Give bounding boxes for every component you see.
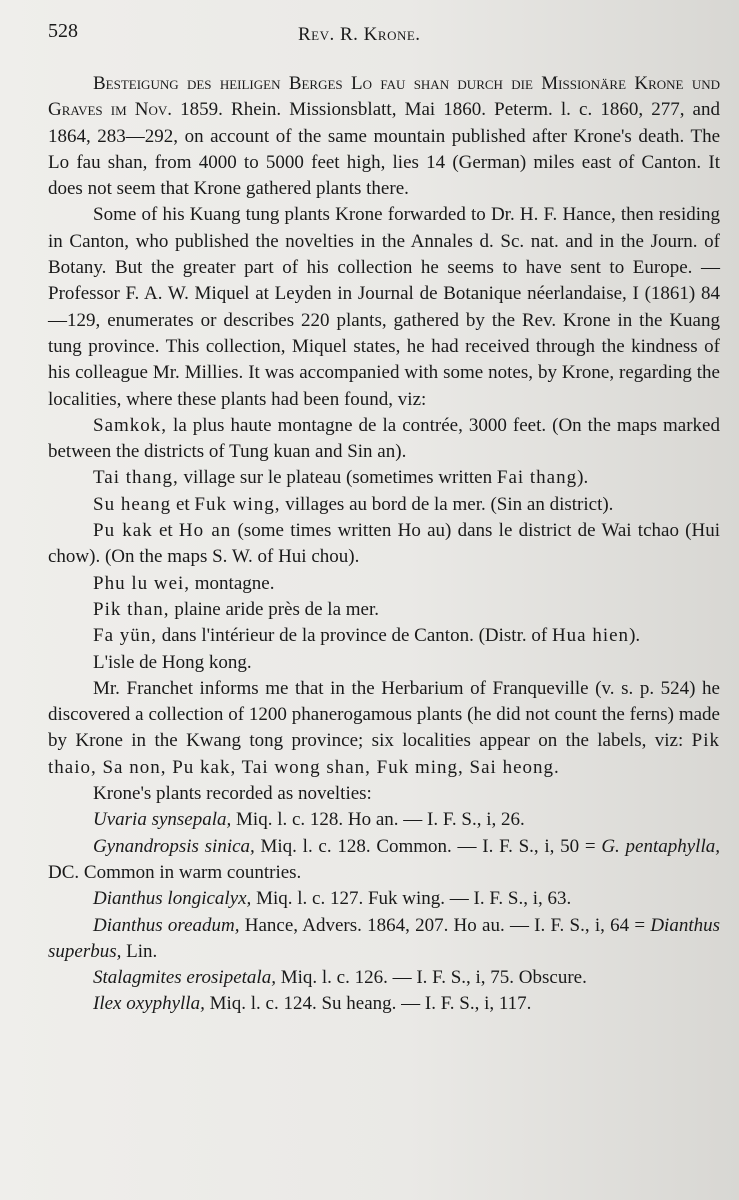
paragraph-franchet (48, 676, 720, 781)
entry-text: Miq. l. c. 128. Ho an. — I. F. S., i, 26. (231, 809, 525, 831)
locality-text: montagne. (190, 572, 275, 594)
paragraph-lofaushan (48, 71, 720, 202)
novelty-entry (48, 965, 720, 991)
entry-text: Hance, Advers. 1864, 207. Ho au. — I. F. S., i, 64 = (239, 914, 651, 936)
book-page (40, 16, 724, 1015)
entry-text: DC. Common in warm countries. (48, 861, 302, 883)
locality-name: Su heang (93, 493, 172, 515)
locality-name: Pu kak (93, 520, 153, 542)
article-title: Besteigung des heiligen Berges Lo fau shan durch die Missionäre Krone und Graves im Nov. 1859. (48, 73, 720, 121)
novelty-entry (48, 807, 720, 833)
running-head (40, 16, 724, 50)
locality-name: Samkok, (93, 414, 168, 436)
novelty-entry (48, 834, 720, 887)
locality-name: Fa yün, (93, 625, 157, 647)
entry-text: Miq. l. c. 127. Fuk wing. — I. F. S., i, 63. (251, 888, 572, 910)
paragraph-collection: Some of his Kuang tung plants Krone forwarded to Dr. H. F. Hance, then residing in Canton, who published the novelties in the Annales d. Sc. nat. and in the Journ. of Botany. But the greater part of his collection he seems to have sent to Europe. — Professor F. A. W. Miquel at Leyden in Journal de Botanique néerlandaise, I (1861) 84—129, enumerates or describes 220 plants, gathered by the Rev. Krone in the Kuang tung province. This collection, Miquel states, he had received through the kindness of his colleague Mr. Millies. It was accompanied with some notes, by Krone, regarding the localities, where these plants had been found, viz: (48, 204, 720, 410)
locality-name: Fai thang (496, 467, 578, 489)
locality-text: plaine aride près de la mer. (169, 598, 379, 620)
novelty-entry (48, 886, 720, 912)
species-name: Gynandropsis sinica, (93, 835, 255, 857)
running-title: Rev. R. Krone. (298, 24, 421, 45)
entry-text: Miq. l. c. 124. Su heang. — I. F. S., i, 117. (204, 993, 532, 1015)
paragraph-text: Mr. Franchet informs me that in the Herbarium of Franqueville (v. s. p. 524) he discovered a collection of 1200 phanerogamous plants (he did not count the ferns) made by Krone in the Kwang tong province; six localities appear on the labels, viz: (48, 677, 720, 752)
locality-item (48, 518, 720, 571)
species-name: G. pentaphylla, (601, 835, 720, 857)
locality-name: Phu lu wei, (93, 572, 191, 594)
locality-text: la plus haute montagne de la contrée, 3000 feet. (On the maps marked between the districts of Tung kuan and Sin an). (48, 414, 720, 463)
locality-text: L'isle de Hong kong. (93, 651, 252, 673)
entry-text: Miq. l. c. 128. Common. — I. F. S., i, 50 = (254, 835, 602, 857)
entry-text: Lin. (121, 940, 158, 962)
novelty-entry (48, 991, 720, 1017)
locality-item (48, 623, 720, 649)
entry-text: Miq. l. c. 126. — I. F. S., i, 75. Obscure. (275, 967, 587, 989)
paragraph-novelties-intro: Krone's plants recorded as novelties: (93, 783, 372, 805)
locality-text: et (171, 493, 195, 515)
locality-item (48, 413, 720, 466)
locality-text: et (152, 520, 179, 542)
body-text (48, 71, 720, 1018)
species-name: Dianthus superbus, (48, 914, 720, 962)
locality-text: ). (577, 467, 589, 489)
locality-name: Hua hien (551, 625, 630, 647)
locality-name: Tai thang, (93, 467, 179, 489)
locality-item (48, 492, 720, 518)
locality-item (48, 597, 720, 623)
species-name: Dianthus oreadum, (93, 914, 240, 936)
locality-text: ). (629, 625, 641, 647)
locality-name: Ho an (178, 520, 232, 542)
locality-text: village sur le plateau (sometimes written (178, 467, 497, 489)
locality-text: dans l'intérieur de la province de Canton. (Distr. of (157, 625, 552, 647)
locality-text: villages au bord de la mer. (Sin an district). (280, 493, 614, 515)
species-name: Stalagmites erosipetala, (93, 967, 276, 989)
paragraph-text: Rhein. Missionsblatt, Mai 1860. Peterm. l. c. 1860, 277, and 1864, 283—292, on account of the same mountain published after Krone's death. The Lo fau shan, from 4000 to 5000 feet high, lies 14 (German) miles east of Canton. It does not seem that Krone gathered plants there. (48, 99, 720, 200)
species-name: Dianthus longicalyx, (93, 888, 252, 910)
locality-item (48, 465, 720, 491)
locality-item (48, 571, 720, 597)
locality-name: Fuk wing, (194, 493, 281, 515)
locality-item (48, 650, 720, 676)
page-number: 528 (48, 20, 78, 42)
label-localities: Pik thaio, Sa non, Pu kak, Tai wong shan, Fuk ming, Sai heong. (48, 730, 720, 778)
locality-text: (some times written Ho au) dans le district de Wai tchao (Hui chow). (On the maps S. W. of Hui chou). (48, 520, 721, 568)
novelty-entry (48, 913, 720, 966)
locality-name: Pik than, (93, 598, 170, 620)
species-name: Uvaria synsepala, (93, 809, 232, 831)
species-name: Ilex oxyphylla, (93, 993, 205, 1015)
